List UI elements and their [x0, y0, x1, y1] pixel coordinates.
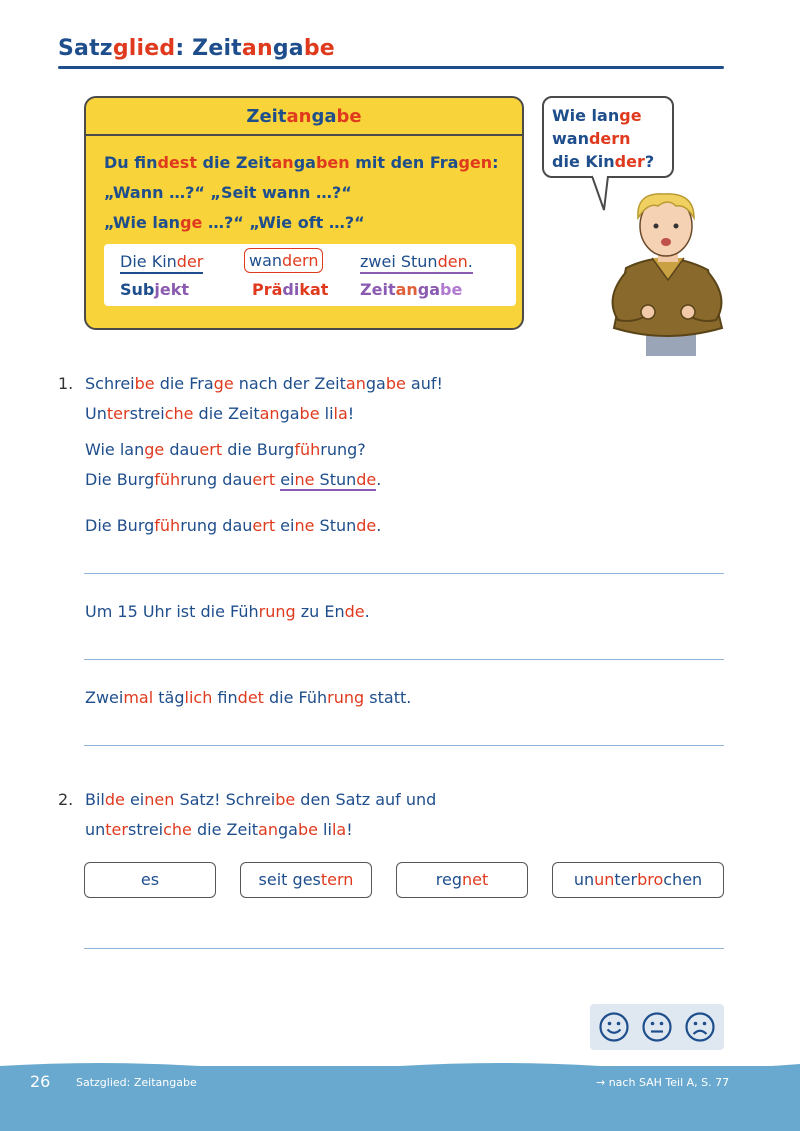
info-box-text — [104, 148, 499, 238]
exercise-2-instruction-1: Bilde einen Satz! Schreibe den Satz auf und — [85, 790, 437, 809]
page-number: 26 — [30, 1072, 51, 1091]
example-sentence-box — [104, 244, 516, 306]
footer-wave-icon — [0, 1058, 800, 1072]
answer-line-4[interactable] — [84, 948, 724, 949]
example-time: zwei Stunden. — [360, 252, 473, 274]
info-box — [84, 96, 524, 330]
info-line-2: „Wann …?“ „Seit wann …?“ — [104, 183, 352, 202]
example-answer: Die Burgführung dauert eine Stunde. — [85, 470, 382, 489]
word-card-seit-gestern[interactable]: seit gestern — [240, 862, 372, 898]
smiley-neutral-icon[interactable] — [641, 1011, 673, 1043]
label-subject: Subjekt — [120, 280, 189, 299]
info-line-1: Du findest die Zeitangaben mit den Fragen: — [104, 153, 499, 172]
exercise-2-instruction-2: unterstreiche die Zeitangabe lila! — [85, 820, 353, 839]
label-time: Zeitangabe — [360, 280, 463, 299]
footer-section-title: Satzglied: Zeitangabe — [76, 1076, 197, 1089]
info-line-3: „Wie lange …?“ „Wie oft …?“ — [104, 213, 365, 232]
bubble-line-2: wandern — [552, 129, 631, 148]
bubble-line-3: die Kinder? — [552, 152, 655, 171]
exercise-1-number: 1. — [58, 374, 74, 393]
exercise-2-number: 2. — [58, 790, 74, 809]
page-title: Satzglied: Zeitangabe — [58, 36, 335, 61]
bubble-line-1: Wie lange — [552, 106, 642, 125]
exercise-1-instruction-2: Unterstreiche die Zeitangabe lila! — [85, 404, 355, 423]
word-card-ununterbrochen[interactable]: ununterbrochen — [552, 862, 724, 898]
answer-line-1[interactable] — [84, 573, 724, 574]
title-underline — [58, 66, 724, 69]
example-subject: Die Kinder — [120, 252, 203, 274]
underlined-time-phrase: eine Stunde — [280, 470, 377, 489]
info-box-heading: Zeitangabe — [86, 98, 522, 136]
smiley-sad-icon[interactable] — [684, 1011, 716, 1043]
task-sentence-2: Um 15 Uhr ist die Führung zu Ende. — [85, 602, 370, 621]
answer-line-3[interactable] — [84, 745, 724, 746]
word-card-es[interactable]: es — [84, 862, 216, 898]
footer-reference: → nach SAH Teil A, S. 77 — [596, 1076, 730, 1089]
boy-illustration-icon — [596, 188, 736, 358]
smiley-happy-icon[interactable] — [598, 1011, 630, 1043]
task-sentence-3: Zweimal täglich findet die Führung statt. — [85, 688, 412, 707]
label-predicate: Prädikat — [252, 280, 329, 299]
example-predicate: wandern — [244, 248, 323, 273]
task-sentence-1: Die Burgführung dauert eine Stunde. — [85, 516, 382, 535]
footer-band — [0, 1066, 800, 1131]
example-question: Wie lange dauert die Burgführung? — [85, 440, 366, 459]
speech-bubble — [542, 96, 674, 178]
answer-line-2[interactable] — [84, 659, 724, 660]
word-card-regnet[interactable]: regnet — [396, 862, 528, 898]
self-assessment-box — [590, 1004, 724, 1050]
exercise-1-instruction-1: Schreibe die Frage nach der Zeitangabe auf! — [85, 374, 443, 393]
